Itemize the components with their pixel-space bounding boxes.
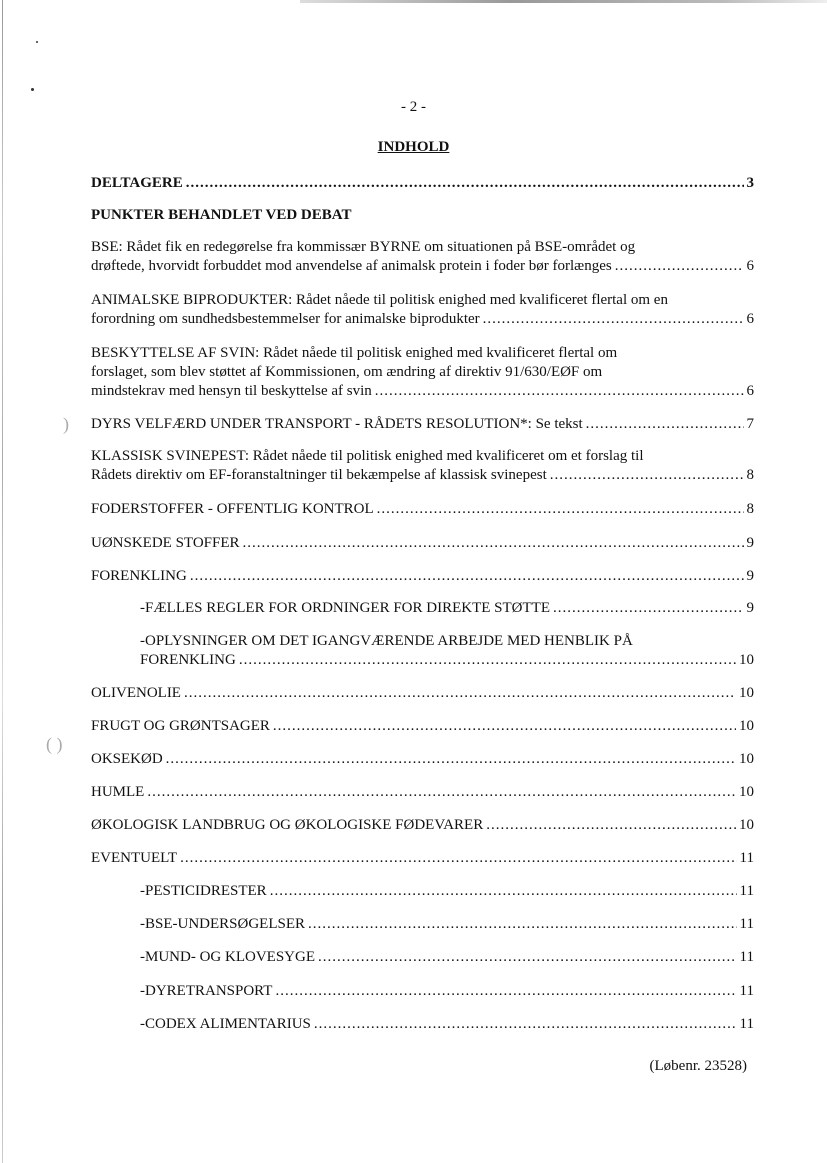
- toc-entry-title: forordning om sundhedsbestemmelser for animalske biprodukter: [91, 311, 480, 327]
- toc-leader-dots: [270, 882, 737, 901]
- toc-entry[interactable]: [91, 849, 754, 868]
- toc-page-number: 11: [739, 883, 754, 899]
- toc-page-number: 11: [739, 916, 754, 932]
- toc-entry-line: [91, 567, 754, 586]
- toc-entry-title: -BSE-UNDERSØGELSER: [140, 916, 306, 932]
- toc-entry-line: [91, 174, 754, 193]
- toc-entry[interactable]: [91, 238, 754, 276]
- toc-leader-dots: [184, 684, 736, 703]
- toc-leader-dots: [273, 717, 736, 736]
- toc-page-number: 10: [739, 718, 754, 734]
- toc-entry-title: mindstekrav med hensyn til beskyttelse af svin: [91, 383, 372, 399]
- toc-entry[interactable]: [91, 816, 754, 835]
- toc-entry-title: -DYRETRANSPORT: [140, 983, 273, 999]
- toc-entry-line: [91, 816, 754, 835]
- toc-entry-line: -OPLYSNINGER OM DET IGANGVÆRENDE ARBEJDE MED HENBLIK PÅ: [140, 633, 633, 649]
- toc-entry-title: DELTAGERE: [91, 175, 183, 191]
- toc-section-heading: [91, 206, 754, 225]
- toc-entry[interactable]: [91, 567, 754, 586]
- toc-entry[interactable]: [91, 291, 754, 329]
- toc-entry-line: [91, 849, 754, 868]
- toc-leader-dots: [615, 257, 744, 276]
- toc-subentry[interactable]: [140, 1015, 754, 1034]
- toc-entry-line: BESKYTTELSE AF SVIN: Rådet nåede til politisk enighed med kvalificeret flertal om: [91, 345, 618, 361]
- toc-entry-line: [91, 750, 754, 769]
- toc-page-number: 10: [739, 784, 754, 800]
- toc-page-number: 9: [746, 535, 754, 551]
- toc-entry-title: -PESTICIDRESTER: [140, 883, 267, 899]
- toc-subentry[interactable]: [140, 632, 754, 670]
- toc-leader-dots: [186, 174, 744, 193]
- toc-entry[interactable]: [91, 344, 754, 401]
- toc-page-number: 11: [739, 983, 754, 999]
- toc-entry-title: -CODEX ALIMENTARIUS: [140, 1016, 311, 1032]
- toc-entry-line: [140, 948, 754, 967]
- toc-entry-line: [91, 684, 754, 703]
- scan-speck: [36, 41, 38, 43]
- toc-entry-line: [140, 882, 754, 901]
- toc-entry-line: [140, 915, 754, 934]
- toc-entry-title: FODERSTOFFER - OFFENTLIG KONTROL: [91, 501, 374, 517]
- toc-page-number: 6: [746, 383, 754, 399]
- toc-leader-dots: [486, 816, 736, 835]
- toc-entry[interactable]: [91, 500, 754, 519]
- toc-entry-line: [140, 599, 754, 618]
- toc-entry-title: EVENTUELT: [91, 850, 178, 866]
- toc-entry-title: OLIVENOLIE: [91, 685, 181, 701]
- toc-page-number: 10: [739, 817, 754, 833]
- toc-subentry[interactable]: [140, 948, 754, 967]
- toc-leader-dots: [553, 599, 743, 618]
- toc-entry[interactable]: [91, 783, 754, 802]
- toc-leader-dots: [166, 750, 736, 769]
- toc-page-number: 9: [746, 568, 754, 584]
- toc-entry-line: [91, 257, 754, 276]
- toc-entry-line: [91, 466, 754, 485]
- toc-entry-title: OKSEKØD: [91, 751, 163, 767]
- toc-page-number: 3: [746, 175, 754, 191]
- toc-page-number: 9: [746, 600, 754, 616]
- toc-entry-line: KLASSISK SVINEPEST: Rådet nåede til politisk enighed med kvalificeret om et forslag til: [91, 448, 644, 464]
- toc-entry-line: forslaget, som blev støttet af Kommissionen, om ændring af direktiv 91/630/EØF om: [91, 364, 603, 380]
- title-text: INDHOLD: [377, 139, 450, 155]
- toc-entry-line: [140, 1015, 754, 1034]
- toc-page-number: 8: [746, 467, 754, 483]
- toc-entry-title: FRUGT OG GRØNTSAGER: [91, 718, 270, 734]
- toc-entry[interactable]: [91, 750, 754, 769]
- toc-entry-line: [140, 982, 754, 1001]
- document-reference-number: (Løbenr. 23528): [649, 1058, 747, 1074]
- toc-entry-title: DYRS VELFÆRD UNDER TRANSPORT - RÅDETS RESOLUTION*: Se tekst: [91, 416, 583, 432]
- toc-leader-dots: [243, 534, 744, 553]
- toc-entry-line: [91, 382, 754, 401]
- toc-entry[interactable]: [91, 415, 754, 434]
- toc-entry-title: FORENKLING: [140, 652, 236, 668]
- toc-entry-line: [91, 310, 754, 329]
- scan-artifact: ): [63, 414, 69, 434]
- toc-entry[interactable]: [91, 717, 754, 736]
- scan-artifact: ( ): [46, 734, 63, 754]
- toc-entry-title: -MUND- OG KLOVESYGE: [140, 949, 315, 965]
- toc-entry-line: [91, 783, 754, 802]
- toc-leader-dots: [147, 783, 736, 802]
- toc-leader-dots: [483, 310, 744, 329]
- toc-entry-line: [91, 534, 754, 553]
- scan-speck: [31, 88, 34, 91]
- toc-entry-title: -FÆLLES REGLER FOR ORDNINGER FOR DIREKTE STØTTE: [140, 600, 551, 616]
- toc-page-number: 11: [739, 949, 754, 965]
- toc-entry-title: FORENKLING: [91, 568, 187, 584]
- toc-leader-dots: [239, 651, 736, 670]
- toc-page-number: 11: [739, 850, 754, 866]
- toc-entry-title: UØNSKEDE STOFFER: [91, 535, 240, 551]
- toc-page-number: 10: [739, 685, 754, 701]
- toc-page-number: 10: [739, 751, 754, 767]
- toc-leader-dots: [586, 415, 744, 434]
- toc-leader-dots: [318, 948, 737, 967]
- toc-page-number: 6: [746, 311, 754, 327]
- toc-page-number: 6: [746, 258, 754, 274]
- scan-top-edge: [300, 0, 827, 3]
- toc-leader-dots: [377, 500, 744, 519]
- toc-subentry[interactable]: [140, 982, 754, 1001]
- toc-entry[interactable]: [91, 534, 754, 553]
- toc-page-number: 11: [739, 1016, 754, 1032]
- toc-leader-dots: [314, 1015, 737, 1034]
- toc-entry-line: ANIMALSKE BIPRODUKTER: Rådet nåede til politisk enighed med kvalificeret flertal om en: [91, 292, 668, 308]
- toc-leader-dots: [375, 382, 744, 401]
- toc-entry-title: ØKOLOGISK LANDBRUG OG ØKOLOGISKE FØDEVARER: [91, 817, 484, 833]
- toc-entry[interactable]: [91, 447, 754, 485]
- toc-entry-title: PUNKTER BEHANDLET VED DEBAT: [91, 207, 352, 223]
- toc-entry-line: [91, 717, 754, 736]
- toc-subentry[interactable]: [140, 915, 754, 934]
- toc-leader-dots: [180, 849, 736, 868]
- toc-page-number: 10: [739, 652, 754, 668]
- toc-leader-dots: [275, 982, 736, 1001]
- toc-entry-title: drøftede, hvorvidt forbuddet mod anvendelse af animalsk protein i foder bør forlænges: [91, 258, 612, 274]
- toc-entry-line: [91, 415, 754, 434]
- toc-entry[interactable]: [91, 174, 754, 193]
- toc-entry[interactable]: [91, 684, 754, 703]
- toc-entry-line: BSE: Rådet fik en redegørelse fra kommissær BYRNE om situationen på BSE-området og: [91, 239, 636, 255]
- page-number: - 2 -: [401, 99, 426, 115]
- toc-leader-dots: [308, 915, 737, 934]
- toc-page-number: 8: [746, 501, 754, 517]
- toc-entry-title: Rådets direktiv om EF-foranstaltninger til bekæmpelse af klassisk svinepest: [91, 467, 547, 483]
- toc-page-number: 7: [746, 416, 754, 432]
- scan-left-edge: [2, 0, 3, 1163]
- toc-entry-title: HUMLE: [91, 784, 145, 800]
- page-title: [0, 139, 827, 156]
- toc-leader-dots: [550, 466, 744, 485]
- toc-subentry[interactable]: [140, 599, 754, 618]
- toc-entry-line: [91, 500, 754, 519]
- toc-entry-line: [140, 651, 754, 670]
- toc-leader-dots: [190, 567, 744, 586]
- toc-subentry[interactable]: [140, 882, 754, 901]
